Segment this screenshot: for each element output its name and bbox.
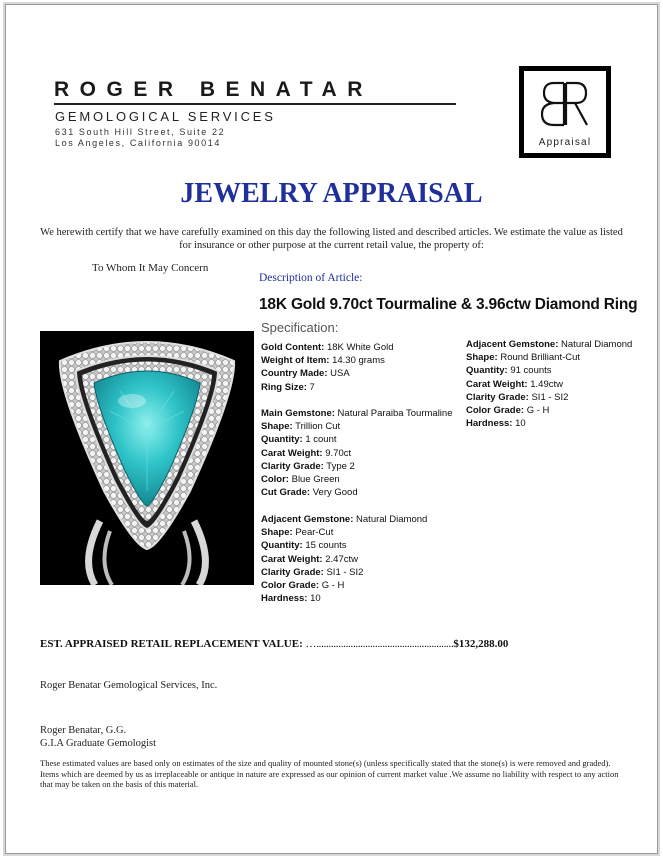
signer-name: Roger Benatar, G.G.: [40, 725, 127, 736]
spec-label: Weight of Item:: [261, 355, 330, 367]
appraisal-logo: [519, 66, 611, 158]
spec-value: 9.70ct: [322, 447, 352, 459]
article-title: 18K Gold 9.70ct Tourmaline & 3.96ctw Diamond Ring: [259, 296, 638, 313]
spec-label: Main Gemstone:: [261, 408, 335, 419]
spec-value: Round Brilliant-Cut: [497, 352, 581, 364]
spec-value: G - H: [524, 405, 550, 416]
logo-label: Appraisal: [538, 137, 592, 148]
spec-value: SI1 - SI2: [323, 566, 364, 578]
br-monogram-icon: [524, 75, 606, 131]
certification-text: We herewith certify that we have carefully examined on this day the following listed and described articles. We estimate the value as listed for insurance or other purpose at the current retail value, the property of:: [40, 227, 623, 251]
spec-value: SI1 - SI2: [528, 391, 569, 403]
document-title: JEWELRY APPRAISAL: [180, 178, 483, 209]
spec-label: Country Made:: [261, 368, 328, 380]
spec-row: [261, 448, 351, 459]
spec-value: 1 count: [302, 434, 337, 446]
ring-image-icon: [40, 331, 254, 585]
spec-row: [261, 408, 453, 419]
spec-value: Pear-Cut: [292, 527, 334, 539]
spec-value: 14.30 grams: [329, 355, 385, 367]
spec-value: 2.47ctw: [322, 553, 358, 565]
valuation-amount: $132,288.00: [453, 638, 509, 650]
spec-label: Gold Content:: [261, 342, 325, 353]
valuation-label: EST. APPRAISED RETAIL REPLACEMENT VALUE:: [40, 638, 303, 650]
spec-row: [261, 355, 385, 366]
spec-label: Clarity Grade:: [261, 460, 324, 472]
spec-row: [261, 487, 358, 498]
signer-title: G.I.A Graduate Gemologist: [40, 738, 157, 749]
spec-row: [261, 514, 427, 525]
address-line-1: 631 South Hill Street, Suite 22: [55, 127, 226, 137]
spec-label: Adjacent Gemstone:: [261, 514, 354, 525]
address-line-2: Los Angeles, California 90014: [55, 138, 221, 148]
spec-label: Clarity Grade:: [466, 391, 529, 403]
company-subtitle: GEMOLOGICAL SERVICES: [55, 109, 276, 124]
spec-row: [466, 339, 632, 350]
spec-value: 10: [307, 593, 321, 605]
spec-value: 18K White Gold: [324, 342, 394, 353]
spec-value: 15 counts: [302, 540, 347, 552]
ring-photo: [40, 331, 254, 585]
spec-row: [261, 421, 340, 432]
spec-label: Quantity:: [466, 365, 508, 377]
spec-value: Natural Diamond: [558, 339, 633, 350]
spec-label: Quantity:: [261, 540, 303, 552]
spec-label: Ring Size:: [261, 381, 307, 393]
spec-label: Hardness:: [261, 593, 308, 605]
recipient: To Whom It May Concern: [92, 262, 209, 274]
spec-row: [261, 461, 355, 472]
spec-label: Color:: [261, 474, 289, 485]
spec-label: Adjacent Gemstone:: [466, 339, 559, 350]
spec-row: [261, 382, 315, 393]
spec-row: [466, 405, 549, 416]
spec-value: 7: [306, 381, 315, 393]
spec-label: Shape:: [466, 352, 498, 364]
spec-row: [261, 474, 340, 485]
spec-row: [261, 580, 344, 591]
spec-row: [261, 368, 350, 379]
description-label: Description of Article:: [259, 272, 363, 284]
spec-label: Color Grade:: [261, 580, 320, 591]
spec-value: Blue Green: [288, 474, 340, 485]
spec-label: Carat Weight:: [261, 553, 323, 565]
company-name: ROGER BENATAR: [54, 78, 373, 101]
spec-value: Very Good: [310, 487, 358, 499]
spec-row: [261, 554, 358, 565]
spec-label: Hardness:: [466, 418, 513, 430]
valuation-dots: …........................................................: [305, 638, 454, 650]
spec-value: 10: [512, 418, 526, 430]
spec-row: [466, 392, 568, 403]
spec-label: Color Grade:: [466, 405, 525, 416]
spec-value: Natural Paraiba Tourmaline: [334, 408, 453, 419]
header-rule: [54, 103, 456, 105]
spec-row: [466, 352, 580, 363]
spec-value: 91 counts: [507, 365, 552, 377]
disclaimer: These estimated values are based only on estimates of the size and quality of mounted stone(s) (unless specifically stated that the stone(s) is were removed and graded). Items which are deemed by us as irreplaceable or antique in nature are expressed as our opinion of current market value .We assume no liability with respect to any action that may be taken on the basis of this material.: [40, 758, 619, 789]
spec-value: G - H: [319, 580, 345, 591]
spec-value: Type 2: [323, 460, 355, 472]
spec-row: [466, 379, 563, 390]
spec-row: [261, 342, 394, 353]
spec-value: Natural Diamond: [353, 514, 428, 525]
spec-row: [261, 567, 363, 578]
spec-label: Shape:: [261, 421, 293, 433]
spec-row: [261, 434, 337, 445]
spec-value: USA: [327, 368, 350, 380]
spec-row: [466, 418, 526, 429]
footer-company: Roger Benatar Gemological Services, Inc.: [40, 680, 218, 691]
spec-label: Cut Grade:: [261, 487, 311, 499]
spec-label: Carat Weight:: [466, 378, 528, 390]
spec-row: [261, 540, 347, 551]
spec-label: Quantity:: [261, 434, 303, 446]
spec-value: 1.49ctw: [527, 378, 563, 390]
valuation-line: [40, 638, 508, 650]
spec-value: Trillion Cut: [292, 421, 341, 433]
specification-label: Specification:: [261, 320, 339, 335]
spec-label: Clarity Grade:: [261, 566, 324, 578]
spec-row: [466, 365, 552, 376]
spec-row: [261, 593, 321, 604]
spec-label: Carat Weight:: [261, 447, 323, 459]
spec-row: [261, 527, 333, 538]
spec-label: Shape:: [261, 527, 293, 539]
